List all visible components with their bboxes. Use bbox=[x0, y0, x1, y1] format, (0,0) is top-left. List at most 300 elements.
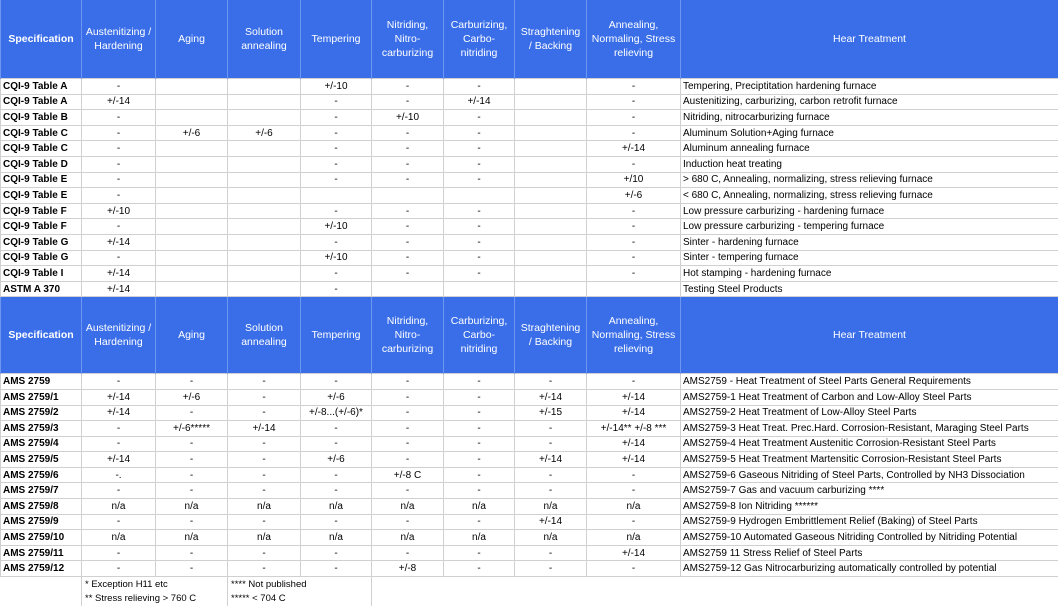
cell-specification[interactable]: CQI-9 Table F bbox=[1, 203, 82, 219]
cell-aging[interactable]: - bbox=[156, 483, 228, 499]
cell-austenitizing[interactable]: +/-14 bbox=[82, 452, 156, 468]
cell-aging[interactable] bbox=[156, 219, 228, 235]
cell-nitriding[interactable]: - bbox=[372, 389, 444, 405]
cell-tempering[interactable]: - bbox=[301, 172, 372, 188]
cell-straightening[interactable] bbox=[515, 110, 587, 126]
cell-nitriding[interactable] bbox=[372, 188, 444, 204]
cell-tempering[interactable]: - bbox=[301, 156, 372, 172]
cell-solution-annealing[interactable] bbox=[228, 281, 301, 297]
cell-carburizing[interactable]: - bbox=[444, 266, 515, 282]
cell-nitriding[interactable]: +/-8 C bbox=[372, 467, 444, 483]
cell-specification[interactable]: CQI-9 Table E bbox=[1, 188, 82, 204]
cell-carburizing[interactable]: - bbox=[444, 545, 515, 561]
cell-annealing[interactable]: n/a bbox=[587, 530, 681, 546]
header-austenitizing[interactable]: Austenitizing / Hardening bbox=[82, 297, 156, 374]
cell-tempering[interactable]: - bbox=[301, 141, 372, 157]
cell-nitriding[interactable]: - bbox=[372, 141, 444, 157]
cell-nitriding[interactable]: - bbox=[372, 545, 444, 561]
cell-heat-treatment[interactable]: AMS2759-4 Heat Treatment Austenitic Corrosion-Resistant Steel Parts bbox=[681, 436, 1058, 452]
cell-tempering[interactable]: - bbox=[301, 203, 372, 219]
cell-heat-treatment[interactable]: Nitriding, nitrocarburizing furnace bbox=[681, 110, 1058, 126]
cell-aging[interactable]: +/-6 bbox=[156, 389, 228, 405]
cell-annealing[interactable]: +/10 bbox=[587, 172, 681, 188]
cell-austenitizing[interactable]: - bbox=[82, 188, 156, 204]
cell-aging[interactable] bbox=[156, 266, 228, 282]
cell-carburizing[interactable] bbox=[444, 188, 515, 204]
cell-aging[interactable] bbox=[156, 188, 228, 204]
cell-heat-treatment[interactable]: Low pressure carburizing - tempering furnace bbox=[681, 219, 1058, 235]
cell-straightening[interactable] bbox=[515, 203, 587, 219]
header-carburizing[interactable]: Carburizing, Carbo-nitriding bbox=[444, 0, 515, 79]
cell-heat-treatment[interactable]: Low pressure carburizing - hardening furnace bbox=[681, 203, 1058, 219]
cell-carburizing[interactable]: - bbox=[444, 405, 515, 421]
cell-solution-annealing[interactable]: +/-6 bbox=[228, 125, 301, 141]
cqi9-row bbox=[1, 266, 1058, 282]
cell-heat-treatment[interactable]: AMS2759-6 Gaseous Nitriding of Steel Parts, Controlled by NH3 Dissociation bbox=[681, 467, 1058, 483]
cell-heat-treatment[interactable]: AMS2759-1 Heat Treatment of Carbon and Low-Alloy Steel Parts bbox=[681, 389, 1058, 405]
cell-heat-treatment[interactable]: Tempering, Preciptitation hardening furnace bbox=[681, 79, 1058, 95]
cell-specification[interactable]: CQI-9 Table G bbox=[1, 250, 82, 266]
footnote-spacer bbox=[1, 592, 82, 606]
cell-carburizing[interactable]: n/a bbox=[444, 499, 515, 515]
cell-carburizing[interactable]: - bbox=[444, 141, 515, 157]
cell-specification[interactable]: AMS 2759/4 bbox=[1, 436, 82, 452]
cell-tempering[interactable]: - bbox=[301, 421, 372, 437]
cell-solution-annealing[interactable] bbox=[228, 110, 301, 126]
cell-specification[interactable]: CQI-9 Table C bbox=[1, 141, 82, 157]
cell-austenitizing[interactable]: n/a bbox=[82, 499, 156, 515]
cell-nitriding[interactable]: n/a bbox=[372, 499, 444, 515]
cell-austenitizing[interactable]: - bbox=[82, 79, 156, 95]
cell-solution-annealing[interactable]: - bbox=[228, 389, 301, 405]
cell-solution-annealing[interactable]: n/a bbox=[228, 499, 301, 515]
cell-annealing[interactable]: n/a bbox=[587, 499, 681, 515]
header-austenitizing[interactable]: Austenitizing / Hardening bbox=[82, 0, 156, 79]
cell-specification[interactable]: CQI-9 Table G bbox=[1, 234, 82, 250]
cell-annealing[interactable]: - bbox=[587, 125, 681, 141]
cell-tempering[interactable]: - bbox=[301, 514, 372, 530]
footnote-right: **** Not published bbox=[228, 577, 372, 592]
cell-solution-annealing[interactable] bbox=[228, 266, 301, 282]
cell-annealing[interactable]: - bbox=[587, 561, 681, 577]
cell-straightening[interactable]: +/-14 bbox=[515, 452, 587, 468]
cell-specification[interactable]: CQI-9 Table B bbox=[1, 110, 82, 126]
cell-tempering[interactable]: - bbox=[301, 125, 372, 141]
cell-straightening[interactable] bbox=[515, 94, 587, 110]
cell-heat-treatment[interactable]: Sinter - hardening furnace bbox=[681, 234, 1058, 250]
cell-nitriding[interactable]: - bbox=[372, 266, 444, 282]
cell-austenitizing[interactable]: - bbox=[82, 436, 156, 452]
cell-tempering[interactable]: - bbox=[301, 561, 372, 577]
cell-heat-treatment[interactable]: Sinter - tempering furnace bbox=[681, 250, 1058, 266]
cell-aging[interactable] bbox=[156, 79, 228, 95]
header-annealing[interactable]: Annealing, Normaling, Stress relieving bbox=[587, 0, 681, 79]
cell-solution-annealing[interactable] bbox=[228, 94, 301, 110]
cell-annealing[interactable]: - bbox=[587, 514, 681, 530]
cell-solution-annealing[interactable]: - bbox=[228, 374, 301, 390]
cell-straightening[interactable] bbox=[515, 125, 587, 141]
cell-austenitizing[interactable]: - bbox=[82, 172, 156, 188]
cell-heat-treatment[interactable]: > 680 C, Annealing, normalizing, stress relieving furnace bbox=[681, 172, 1058, 188]
cell-specification[interactable]: CQI-9 Table A bbox=[1, 79, 82, 95]
cell-heat-treatment[interactable]: Aluminum annealing furnace bbox=[681, 141, 1058, 157]
cell-specification[interactable]: CQI-9 Table D bbox=[1, 156, 82, 172]
cell-heat-treatment[interactable]: Aluminum Solution+Aging furnace bbox=[681, 125, 1058, 141]
cell-specification[interactable]: AMS 2759 bbox=[1, 374, 82, 390]
cell-straightening[interactable] bbox=[515, 234, 587, 250]
cell-annealing[interactable]: +/-14 bbox=[587, 389, 681, 405]
cell-solution-annealing[interactable] bbox=[228, 156, 301, 172]
header-heat-treatment[interactable]: Hear Treatment bbox=[681, 0, 1058, 79]
cell-austenitizing[interactable]: - bbox=[82, 141, 156, 157]
cell-austenitizing[interactable]: - bbox=[82, 374, 156, 390]
cell-tempering[interactable]: +/-8...(+/-6)* bbox=[301, 405, 372, 421]
cell-straightening[interactable] bbox=[515, 172, 587, 188]
cell-carburizing[interactable]: - bbox=[444, 483, 515, 499]
cell-tempering[interactable]: - bbox=[301, 234, 372, 250]
cell-aging[interactable]: n/a bbox=[156, 530, 228, 546]
cell-heat-treatment[interactable]: AMS2759 - Heat Treatment of Steel Parts General Requirements bbox=[681, 374, 1058, 390]
cell-tempering[interactable]: - bbox=[301, 483, 372, 499]
cell-austenitizing[interactable]: +/-14 bbox=[82, 94, 156, 110]
cell-nitriding[interactable]: - bbox=[372, 94, 444, 110]
cell-annealing[interactable]: +/-14** +/-8 *** bbox=[587, 421, 681, 437]
cell-specification[interactable]: AMS 2759/1 bbox=[1, 389, 82, 405]
cell-tempering[interactable]: n/a bbox=[301, 499, 372, 515]
cell-nitriding[interactable]: n/a bbox=[372, 530, 444, 546]
cell-tempering[interactable]: - bbox=[301, 110, 372, 126]
cell-aging[interactable]: - bbox=[156, 436, 228, 452]
cell-annealing[interactable]: - bbox=[587, 79, 681, 95]
cell-nitriding[interactable]: - bbox=[372, 156, 444, 172]
cell-tempering[interactable]: +/-6 bbox=[301, 389, 372, 405]
cell-tempering[interactable]: - bbox=[301, 281, 372, 297]
cell-heat-treatment[interactable]: AMS2759-2 Heat Treatment of Low-Alloy Steel Parts bbox=[681, 405, 1058, 421]
cell-solution-annealing[interactable]: +/-14 bbox=[228, 421, 301, 437]
cell-carburizing[interactable]: - bbox=[444, 219, 515, 235]
cell-straightening[interactable] bbox=[515, 250, 587, 266]
cell-straightening[interactable]: - bbox=[515, 436, 587, 452]
cell-solution-annealing[interactable]: - bbox=[228, 561, 301, 577]
cell-heat-treatment[interactable]: AMS2759-12 Gas Nitrocarburizing automatically controlled by potential bbox=[681, 561, 1058, 577]
header-aging[interactable]: Aging bbox=[156, 297, 228, 374]
cell-tempering[interactable]: +/-10 bbox=[301, 250, 372, 266]
cell-solution-annealing[interactable] bbox=[228, 250, 301, 266]
cell-nitriding[interactable]: - bbox=[372, 79, 444, 95]
cell-straightening[interactable] bbox=[515, 266, 587, 282]
cell-carburizing[interactable] bbox=[444, 281, 515, 297]
cell-nitriding[interactable]: - bbox=[372, 374, 444, 390]
cell-straightening[interactable]: - bbox=[515, 421, 587, 437]
cell-tempering[interactable]: - bbox=[301, 94, 372, 110]
cell-heat-treatment[interactable]: Hot stamping - hardening furnace bbox=[681, 266, 1058, 282]
cell-heat-treatment[interactable]: < 680 C, Annealing, normalizing, stress relieving furnace bbox=[681, 188, 1058, 204]
cell-aging[interactable] bbox=[156, 203, 228, 219]
cell-solution-annealing[interactable]: - bbox=[228, 405, 301, 421]
cell-carburizing[interactable]: - bbox=[444, 203, 515, 219]
cell-aging[interactable] bbox=[156, 110, 228, 126]
cell-tempering[interactable]: +/-10 bbox=[301, 219, 372, 235]
cell-carburizing[interactable]: - bbox=[444, 436, 515, 452]
cell-carburizing[interactable]: - bbox=[444, 514, 515, 530]
cell-aging[interactable]: - bbox=[156, 374, 228, 390]
cell-specification[interactable]: AMS 2759/11 bbox=[1, 545, 82, 561]
cell-annealing[interactable]: - bbox=[587, 219, 681, 235]
cell-aging[interactable]: - bbox=[156, 452, 228, 468]
cell-annealing[interactable]: - bbox=[587, 234, 681, 250]
cell-specification[interactable]: CQI-9 Table E bbox=[1, 172, 82, 188]
cell-specification[interactable]: CQI-9 Table C bbox=[1, 125, 82, 141]
cell-austenitizing[interactable]: - bbox=[82, 156, 156, 172]
cell-heat-treatment[interactable]: AMS2759-5 Heat Treatment Martensitic Corrosion-Resistant Steel Parts bbox=[681, 452, 1058, 468]
cell-specification[interactable]: CQI-9 Table F bbox=[1, 219, 82, 235]
cell-austenitizing[interactable]: n/a bbox=[82, 530, 156, 546]
cell-heat-treatment[interactable]: AMS2759-8 Ion Nitriding ****** bbox=[681, 499, 1058, 515]
cell-straightening[interactable]: +/-14 bbox=[515, 514, 587, 530]
cell-nitriding[interactable]: - bbox=[372, 483, 444, 499]
cell-solution-annealing[interactable]: - bbox=[228, 514, 301, 530]
header-specification[interactable]: Specification bbox=[1, 0, 82, 79]
cell-solution-annealing[interactable] bbox=[228, 141, 301, 157]
cell-heat-treatment[interactable]: AMS2759 11 Stress Relief of Steel Parts bbox=[681, 545, 1058, 561]
cell-nitriding[interactable]: - bbox=[372, 234, 444, 250]
cell-specification[interactable]: AMS 2759/3 bbox=[1, 421, 82, 437]
cell-nitriding[interactable]: - bbox=[372, 514, 444, 530]
cell-austenitizing[interactable]: +/-14 bbox=[82, 266, 156, 282]
cell-austenitizing[interactable]: - bbox=[82, 125, 156, 141]
cell-straightening[interactable]: +/-14 bbox=[515, 389, 587, 405]
cell-nitriding[interactable]: - bbox=[372, 219, 444, 235]
header-solution-annealing[interactable]: Solution annealing bbox=[228, 297, 301, 374]
cell-annealing[interactable]: - bbox=[587, 156, 681, 172]
cell-nitriding[interactable]: - bbox=[372, 421, 444, 437]
cell-solution-annealing[interactable]: - bbox=[228, 483, 301, 499]
cell-annealing[interactable]: - bbox=[587, 483, 681, 499]
cell-annealing[interactable]: - bbox=[587, 266, 681, 282]
cell-carburizing[interactable]: - bbox=[444, 110, 515, 126]
header-tempering[interactable]: Tempering bbox=[301, 0, 372, 79]
cell-austenitizing[interactable]: - bbox=[82, 514, 156, 530]
cell-tempering[interactable]: n/a bbox=[301, 530, 372, 546]
cell-annealing[interactable]: +/-14 bbox=[587, 405, 681, 421]
cell-solution-annealing[interactable] bbox=[228, 188, 301, 204]
cell-carburizing[interactable]: - bbox=[444, 250, 515, 266]
cell-specification[interactable]: AMS 2759/8 bbox=[1, 499, 82, 515]
cell-carburizing[interactable]: - bbox=[444, 234, 515, 250]
cell-straightening[interactable]: - bbox=[515, 467, 587, 483]
cell-austenitizing[interactable]: +/-14 bbox=[82, 281, 156, 297]
cell-annealing[interactable]: - bbox=[587, 374, 681, 390]
cell-tempering[interactable]: +/-6 bbox=[301, 452, 372, 468]
cell-aging[interactable] bbox=[156, 250, 228, 266]
cell-austenitizing[interactable]: +/-10 bbox=[82, 203, 156, 219]
header-heat-treatment[interactable]: Hear Treatment bbox=[681, 297, 1058, 374]
cqi9-row bbox=[1, 125, 1058, 141]
header-solution-annealing[interactable]: Solution annealing bbox=[228, 0, 301, 79]
cell-solution-annealing[interactable]: n/a bbox=[228, 530, 301, 546]
footnote-right: ***** < 704 C bbox=[228, 592, 372, 606]
cell-straightening[interactable]: - bbox=[515, 561, 587, 577]
cell-austenitizing[interactable]: +/-14 bbox=[82, 234, 156, 250]
cell-carburizing[interactable]: - bbox=[444, 125, 515, 141]
cell-annealing[interactable]: - bbox=[587, 94, 681, 110]
cell-annealing[interactable]: - bbox=[587, 110, 681, 126]
cell-heat-treatment[interactable]: AMS2759-9 Hydrogen Embrittlement Relief (Baking) of Steel Parts bbox=[681, 514, 1058, 530]
header-tempering[interactable]: Tempering bbox=[301, 297, 372, 374]
cell-solution-annealing[interactable] bbox=[228, 219, 301, 235]
cell-heat-treatment[interactable]: Induction heat treating bbox=[681, 156, 1058, 172]
cell-nitriding[interactable]: - bbox=[372, 405, 444, 421]
cell-aging[interactable]: - bbox=[156, 514, 228, 530]
header-carburizing[interactable]: Carburizing, Carbo-nitriding bbox=[444, 297, 515, 374]
cell-nitriding[interactable] bbox=[372, 281, 444, 297]
cell-carburizing[interactable]: - bbox=[444, 156, 515, 172]
cell-tempering[interactable] bbox=[301, 188, 372, 204]
header-nitriding[interactable]: Nitriding, Nitro-carburizing bbox=[372, 297, 444, 374]
cell-heat-treatment[interactable]: AMS2759-10 Automated Gaseous Nitriding Controlled by Nitriding Potential bbox=[681, 530, 1058, 546]
cell-solution-annealing[interactable] bbox=[228, 234, 301, 250]
cell-heat-treatment[interactable]: AMS2759-7 Gas and vacuum carburizing **** bbox=[681, 483, 1058, 499]
header-row-ams bbox=[1, 297, 1058, 374]
cell-austenitizing[interactable]: +/-14 bbox=[82, 389, 156, 405]
cell-solution-annealing[interactable] bbox=[228, 172, 301, 188]
header-nitriding[interactable]: Nitriding, Nitro-carburizing bbox=[372, 0, 444, 79]
cell-straightening[interactable] bbox=[515, 79, 587, 95]
cell-straightening[interactable]: +/-15 bbox=[515, 405, 587, 421]
cell-aging[interactable] bbox=[156, 94, 228, 110]
cell-straightening[interactable]: - bbox=[515, 545, 587, 561]
header-aging[interactable]: Aging bbox=[156, 0, 228, 79]
cell-austenitizing[interactable]: - bbox=[82, 561, 156, 577]
cell-annealing[interactable]: +/-14 bbox=[587, 452, 681, 468]
cell-carburizing[interactable]: - bbox=[444, 452, 515, 468]
cell-carburizing[interactable]: - bbox=[444, 79, 515, 95]
cell-tempering[interactable]: - bbox=[301, 467, 372, 483]
header-annealing[interactable]: Annealing, Normaling, Stress relieving bbox=[587, 297, 681, 374]
cell-aging[interactable]: - bbox=[156, 405, 228, 421]
cell-nitriding[interactable]: - bbox=[372, 452, 444, 468]
cell-carburizing[interactable]: +/-14 bbox=[444, 94, 515, 110]
cell-austenitizing[interactable]: -. bbox=[82, 467, 156, 483]
cell-aging[interactable]: - bbox=[156, 545, 228, 561]
cell-specification[interactable]: AMS 2759/5 bbox=[1, 452, 82, 468]
cell-austenitizing[interactable]: - bbox=[82, 219, 156, 235]
cell-nitriding[interactable]: - bbox=[372, 172, 444, 188]
cell-aging[interactable] bbox=[156, 156, 228, 172]
cell-nitriding[interactable]: - bbox=[372, 250, 444, 266]
cell-austenitizing[interactable]: - bbox=[82, 545, 156, 561]
cell-specification[interactable]: AMS 2759/12 bbox=[1, 561, 82, 577]
cell-austenitizing[interactable]: - bbox=[82, 483, 156, 499]
footnote-filler bbox=[372, 577, 1058, 592]
cell-carburizing[interactable]: - bbox=[444, 561, 515, 577]
cell-straightening[interactable] bbox=[515, 281, 587, 297]
cell-annealing[interactable]: +/-14 bbox=[587, 141, 681, 157]
cell-nitriding[interactable]: - bbox=[372, 125, 444, 141]
cell-annealing[interactable]: +/-14 bbox=[587, 436, 681, 452]
cell-specification[interactable]: CQI-9 Table I bbox=[1, 266, 82, 282]
cell-solution-annealing[interactable]: - bbox=[228, 452, 301, 468]
cell-tempering[interactable]: - bbox=[301, 266, 372, 282]
cell-annealing[interactable] bbox=[587, 281, 681, 297]
cell-straightening[interactable] bbox=[515, 141, 587, 157]
cell-solution-annealing[interactable]: - bbox=[228, 467, 301, 483]
cell-straightening[interactable]: n/a bbox=[515, 499, 587, 515]
cell-carburizing[interactable]: - bbox=[444, 421, 515, 437]
cell-aging[interactable]: +/-6***** bbox=[156, 421, 228, 437]
cell-solution-annealing[interactable]: - bbox=[228, 545, 301, 561]
cell-specification[interactable]: AMS 2759/10 bbox=[1, 530, 82, 546]
cell-aging[interactable] bbox=[156, 141, 228, 157]
ams-row bbox=[1, 499, 1058, 515]
cell-aging[interactable] bbox=[156, 281, 228, 297]
cell-heat-treatment[interactable]: AMS2759-3 Heat Treat. Prec.Hard. Corrosion-Resistant, Maraging Steel Parts bbox=[681, 421, 1058, 437]
cell-specification[interactable]: ASTM A 370 bbox=[1, 281, 82, 297]
cell-tempering[interactable]: - bbox=[301, 374, 372, 390]
cell-solution-annealing[interactable]: - bbox=[228, 436, 301, 452]
cell-solution-annealing[interactable] bbox=[228, 79, 301, 95]
cell-heat-treatment[interactable]: Testing Steel Products bbox=[681, 281, 1058, 297]
cell-specification[interactable]: AMS 2759/2 bbox=[1, 405, 82, 421]
cell-aging[interactable] bbox=[156, 172, 228, 188]
cell-specification[interactable]: AMS 2759/7 bbox=[1, 483, 82, 499]
cell-straightening[interactable] bbox=[515, 188, 587, 204]
cell-straightening[interactable] bbox=[515, 219, 587, 235]
cell-nitriding[interactable]: +/-8 bbox=[372, 561, 444, 577]
cell-austenitizing[interactable]: - bbox=[82, 110, 156, 126]
ams-row bbox=[1, 421, 1058, 437]
cqi9-row bbox=[1, 172, 1058, 188]
cell-aging[interactable]: - bbox=[156, 561, 228, 577]
cell-specification[interactable]: AMS 2759/9 bbox=[1, 514, 82, 530]
cell-tempering[interactable]: - bbox=[301, 436, 372, 452]
cell-austenitizing[interactable]: - bbox=[82, 421, 156, 437]
header-straightening[interactable]: Straghtening / Backing bbox=[515, 297, 587, 374]
cell-aging[interactable]: +/-6 bbox=[156, 125, 228, 141]
cell-austenitizing[interactable]: +/-14 bbox=[82, 405, 156, 421]
cell-heat-treatment[interactable]: Austenitizing, carburizing, carbon retrofit furnace bbox=[681, 94, 1058, 110]
cell-carburizing[interactable]: - bbox=[444, 374, 515, 390]
cell-solution-annealing[interactable] bbox=[228, 203, 301, 219]
cell-specification[interactable]: CQI-9 Table A bbox=[1, 94, 82, 110]
cell-straightening[interactable]: - bbox=[515, 374, 587, 390]
cell-austenitizing[interactable]: - bbox=[82, 250, 156, 266]
cell-carburizing[interactable]: - bbox=[444, 389, 515, 405]
cell-annealing[interactable]: - bbox=[587, 250, 681, 266]
cell-nitriding[interactable]: +/-10 bbox=[372, 110, 444, 126]
cell-straightening[interactable]: n/a bbox=[515, 530, 587, 546]
cell-annealing[interactable]: - bbox=[587, 203, 681, 219]
cell-carburizing[interactable]: - bbox=[444, 467, 515, 483]
cell-tempering[interactable]: +/-10 bbox=[301, 79, 372, 95]
cell-aging[interactable]: n/a bbox=[156, 499, 228, 515]
cell-nitriding[interactable]: - bbox=[372, 436, 444, 452]
cell-annealing[interactable]: +/-14 bbox=[587, 545, 681, 561]
header-straightening[interactable]: Straghtening / Backing bbox=[515, 0, 587, 79]
cell-aging[interactable]: - bbox=[156, 467, 228, 483]
cell-annealing[interactable]: +/-6 bbox=[587, 188, 681, 204]
cell-aging[interactable] bbox=[156, 234, 228, 250]
cell-nitriding[interactable]: - bbox=[372, 203, 444, 219]
cell-specification[interactable]: AMS 2759/6 bbox=[1, 467, 82, 483]
cell-tempering[interactable]: - bbox=[301, 545, 372, 561]
cell-annealing[interactable]: - bbox=[587, 467, 681, 483]
header-specification[interactable]: Specification bbox=[1, 297, 82, 374]
cell-straightening[interactable] bbox=[515, 156, 587, 172]
cell-straightening[interactable]: - bbox=[515, 483, 587, 499]
cell-carburizing[interactable]: n/a bbox=[444, 530, 515, 546]
cell-carburizing[interactable]: - bbox=[444, 172, 515, 188]
